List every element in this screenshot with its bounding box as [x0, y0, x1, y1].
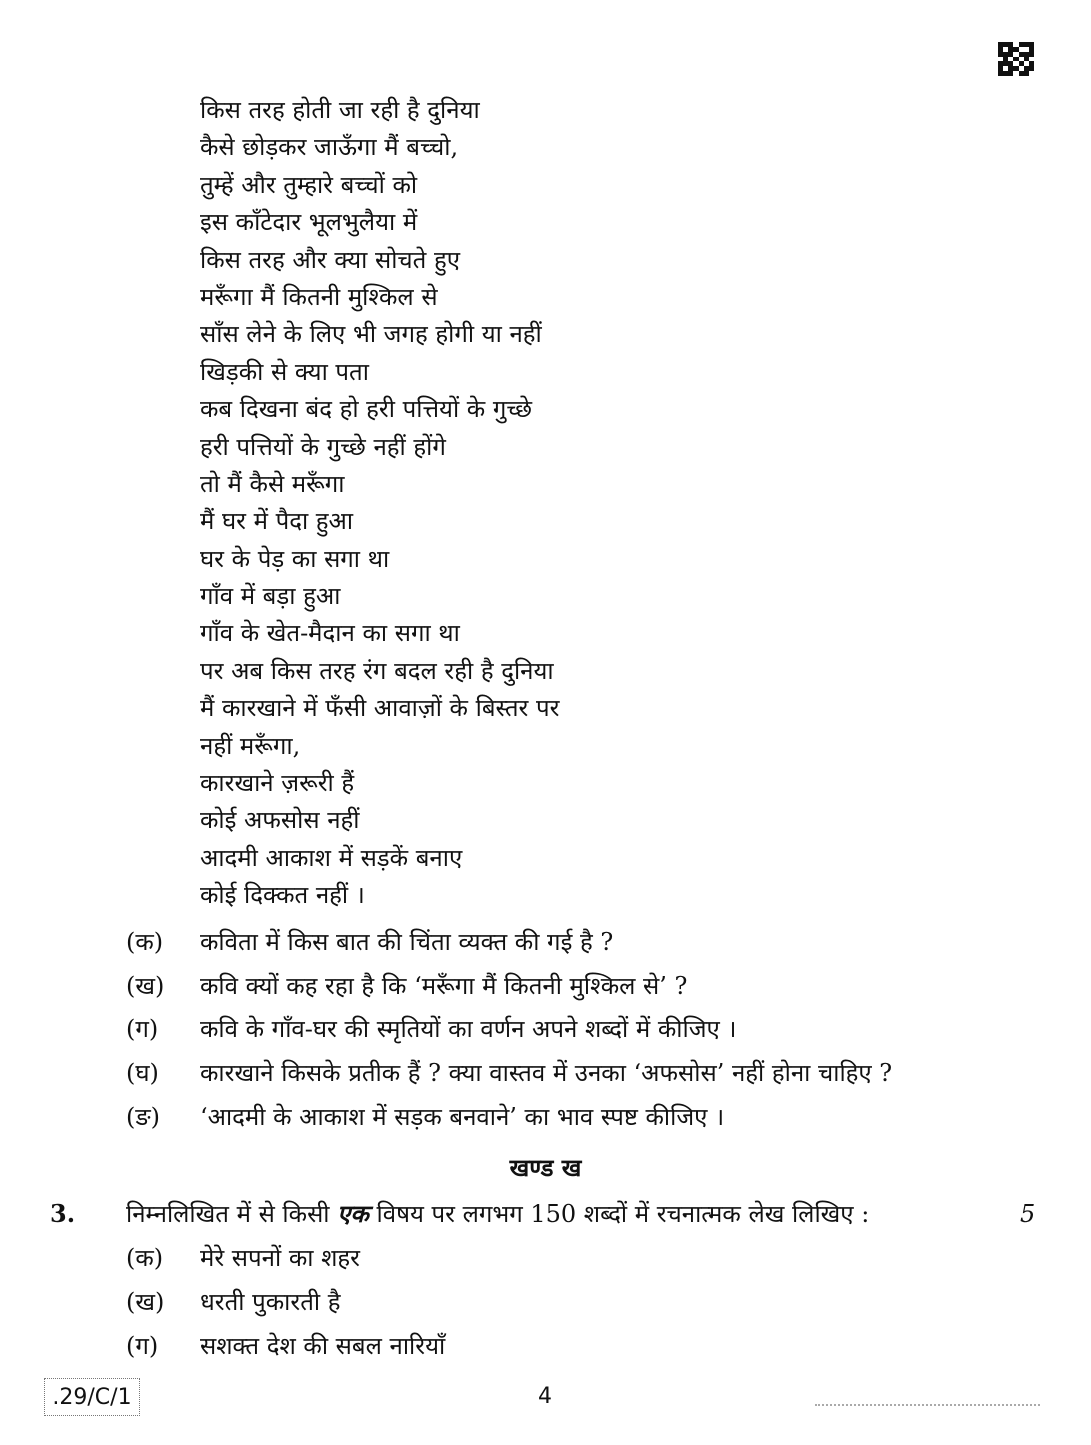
paper-code: .29/C/1: [44, 1378, 140, 1416]
poem-line: गाँव के खेत-मैदान का सगा था: [200, 619, 460, 648]
poem-line: तुम्हें और तुम्हारे बच्चों को: [200, 170, 418, 199]
option-label: (ग): [126, 1332, 159, 1360]
poem-line: किस तरह होती जा रही है दुनिया: [200, 96, 480, 124]
question-text-before: निम्नलिखित में से किसी: [126, 1200, 330, 1228]
poem-line: कोई अफसोस नहीं: [200, 806, 360, 835]
poem-line: घर के पेड़ का सगा था: [200, 544, 390, 573]
option-label: (ख): [126, 1288, 165, 1316]
poem-line: किस तरह और क्या सोचते हुए: [200, 245, 460, 274]
poem-line: साँस लेने के लिए भी जगह होगी या नहीं: [200, 320, 542, 349]
poem-line: पर अब किस तरह रंग बदल रही है दुनिया: [200, 656, 554, 685]
option-text: मेरे सपनों का शहर: [200, 1244, 360, 1272]
question-emphasis: एक: [337, 1199, 369, 1228]
section-heading: खण्ड ख: [509, 1153, 582, 1182]
question-text: ‘आदमी के आकाश में सड़क बनवाने’ का भाव स्पष्ट कीजिए ।: [200, 1103, 725, 1131]
question-text: [126, 1198, 869, 1230]
poem-line: कैसे छोड़कर जाऊँगा मैं बच्चो,: [200, 133, 459, 162]
poem-line: मरूँगा मैं कितनी मुश्किल से: [200, 282, 438, 311]
question-number: 3.: [50, 1199, 76, 1228]
poem-line: नहीं मरूँगा,: [200, 731, 301, 760]
question-text: कवि क्यों कह रहा है कि ‘मरूँगा मैं कितनी मुश्किल से’ ?: [200, 972, 688, 1000]
question-text: कवि के गाँव-घर की स्मृतियों का वर्णन अपने शब्दों में कीजिए ।: [200, 1015, 737, 1043]
poem-line: मैं घर में पैदा हुआ: [200, 507, 354, 536]
question-text: कविता में किस बात की चिंता व्यक्त की गई है ?: [200, 928, 614, 956]
poem: [200, 92, 559, 915]
question-label: (ख): [126, 972, 165, 1000]
option-text: धरती पुकारती है: [200, 1288, 341, 1316]
poem-line: हरी पत्तियों के गुच्छे नहीं होंगे: [200, 432, 446, 461]
poem-line: तो मैं कैसे मरूँगा: [200, 469, 345, 498]
question-marks: 5: [1020, 1200, 1036, 1228]
poem-line: आदमी आकाश में सड़कें बनाए: [200, 843, 463, 872]
poem-line: कोई दिक्कत नहीं ।: [200, 881, 365, 910]
poem-line: गाँव में बड़ा हुआ: [200, 582, 341, 611]
question-text-after: विषय पर लगभग 150 शब्दों में रचनात्मक लेख लिखिए :: [376, 1200, 870, 1228]
question-label: (क): [126, 928, 164, 956]
option-label: (क): [126, 1244, 164, 1272]
question-label: (घ): [126, 1059, 159, 1087]
qr-code-icon: [998, 42, 1034, 76]
question-label: (ग): [126, 1015, 159, 1043]
option-text: सशक्त देश की सबल नारियाँ: [200, 1332, 446, 1360]
question-text: कारखाने किसके प्रतीक हैं ? क्या वास्तव में उनका ‘अफसोस’ नहीं होना चाहिए ?: [200, 1059, 893, 1087]
poem-line: मैं कारखाने में फँसी आवाज़ों के बिस्तर पर: [200, 694, 560, 723]
question-label: (ङ): [126, 1103, 161, 1131]
poem-line: कब दिखना बंद हो हरी पत्तियों के गुच्छे: [200, 395, 533, 424]
poem-line: कारखाने ज़रूरी हैं: [200, 769, 355, 798]
poem-line: इस काँटेदार भूलभुलैया में: [200, 208, 418, 237]
poem-line: खिड़की से क्या पता: [200, 357, 369, 386]
page-number: 4: [538, 1384, 552, 1409]
footer-divider: [815, 1404, 1040, 1410]
